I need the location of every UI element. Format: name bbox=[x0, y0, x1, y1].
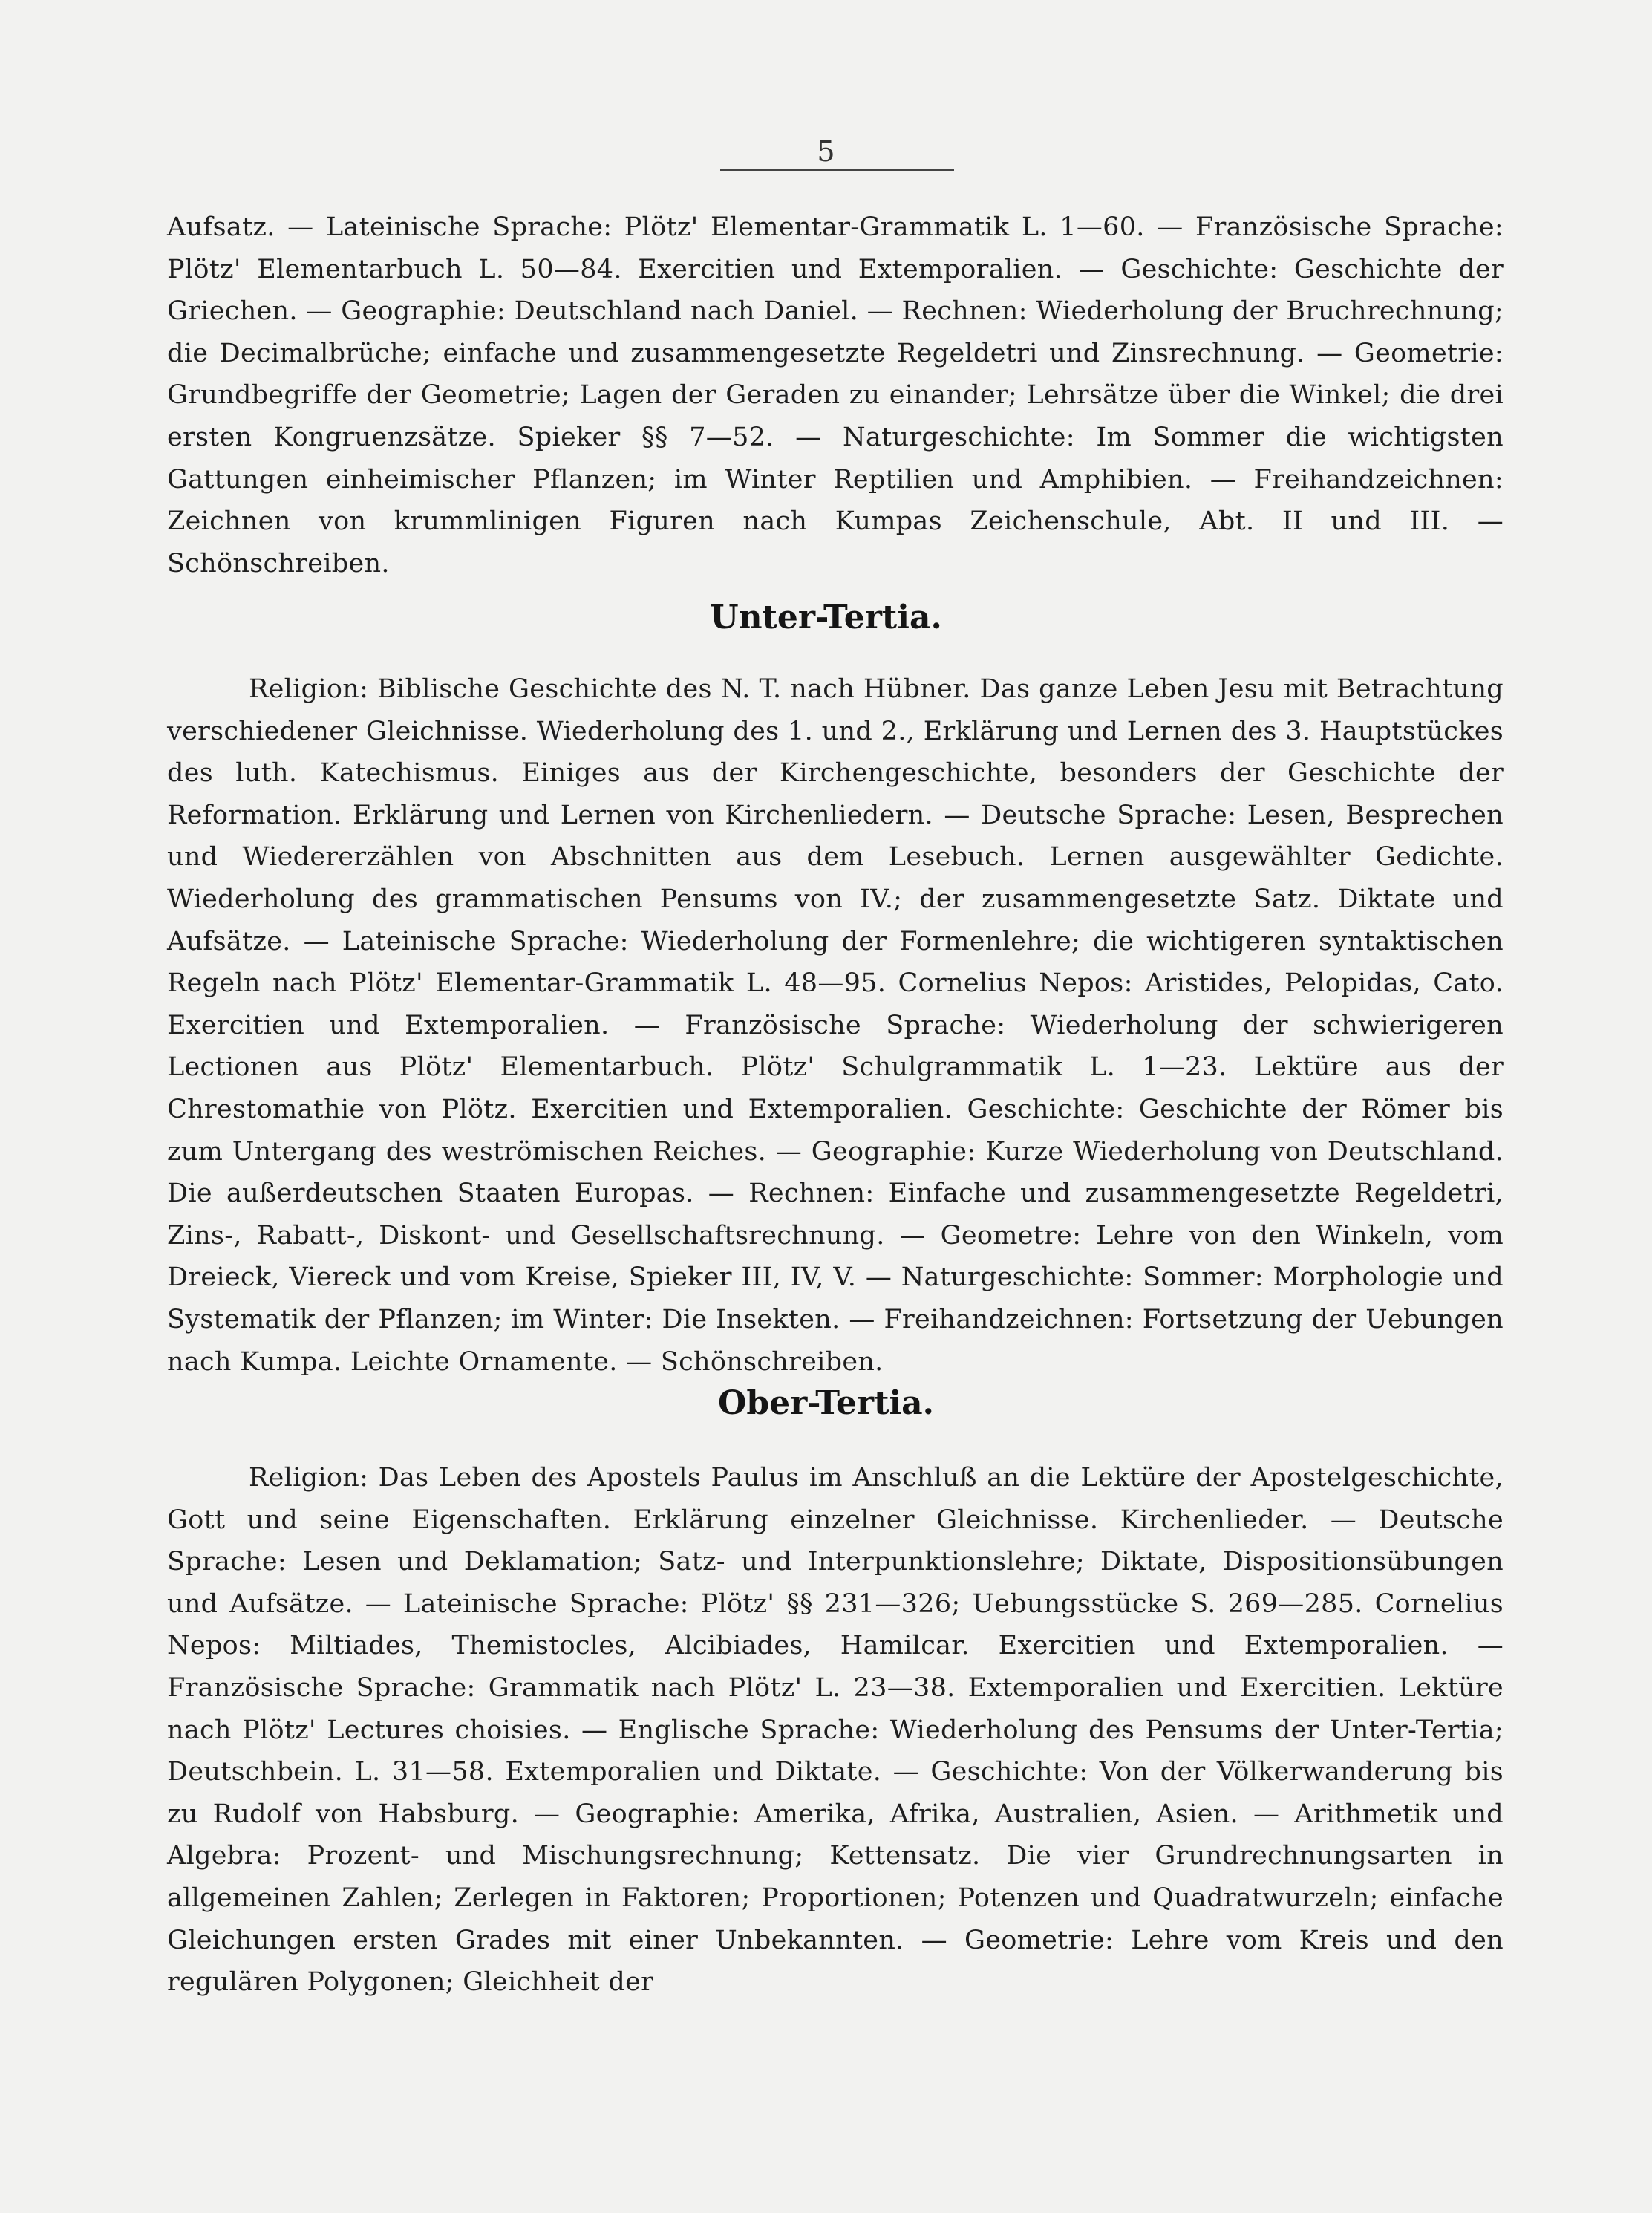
heading-ober-tertia: Ober-Tertia. bbox=[718, 1384, 934, 1422]
header-rule bbox=[720, 169, 954, 171]
heading-unter-tertia: Unter-Tertia. bbox=[710, 599, 942, 636]
section-unter-tertia bbox=[167, 668, 1504, 1383]
section-body-previous-class: Aufsatz. — Lateinische Sprache: Plötz' Elementar-Grammatik L. 1—60. — Französische Sprache: Plötz' Elementarbuch L. 50—84. Exercitien und Extemporalien. — Geschichte: Geschichte der Griechen. — Geographie: Deutschland nach Daniel. — Rechnen: Wiederholung der Bruchrechnung; die Decimalbrüche; einfache und zusammengesetzte Regeldetri und Zinsrechnung. — Geometrie: Grundbegriffe der Geometrie; Lagen der Geraden zu einander; Lehrsätze über die Winkel; die drei ersten Kongruenzsätze. Spieker §§ 7—52. — Naturgeschichte: Im Sommer die wichtigsten Gattungen einheimischer Pflanzen; im Winter Reptilien und Amphibien. — Freihandzeichnen: Zeichnen von krummlinigen Figuren nach Kumpas Zeichenschule, Abt. II und III. — Schönschreiben. bbox=[167, 212, 1504, 578]
section-body-unter-tertia: Religion: Biblische Geschichte des N. T. nach Hübner. Das ganze Leben Jesu mit Betrachtung verschiedener Gleichnisse. Wiederholung des 1. und 2., Erklärung und Lernen des 3. Hauptstückes des luth. Katechismus. Einiges aus der Kirchengeschichte, besonders der Geschichte der Reformation. Erklärung und Lernen von Kirchenliedern. — Deutsche Sprache: Lesen, Besprechen und Wiedererzählen von Abschnitten aus dem Lesebuch. Lernen ausgewählter Gedichte. Wiederholung des grammatischen Pensums von IV.; der zusammengesetzte Satz. Diktate und Aufsätze. — Lateinische Sprache: Wiederholung der Formenlehre; die wichtigeren syntaktischen Regeln nach Plötz' Elementar-Grammatik L. 48—95. Cornelius Nepos: Aristides, Pelopidas, Cato. Exercitien und Extemporalien. — Französische Sprache: Wiederholung der schwierigeren Lectionen aus Plötz' Elementarbuch. Plötz' Schulgrammatik L. 1—23. Lektüre aus der Chrestomathie von Plötz. Exercitien und Extemporalien. Geschichte: Geschichte der Römer bis zum Untergang des weströmischen Reiches. — Geographie: Kurze Wiederholung von Deutschland. Die außerdeutschen Staaten Europas. — Rechnen: Einfache und zusammengesetzte Regeldetri, Zins-, Rabatt-, Diskont- und Gesellschaftsrechnung. — Geometre: Lehre von den Winkeln, vom Dreieck, Viereck und vom Kreise, Spieker III, IV, V. — Naturgeschichte: Sommer: Morphologie und Systematik der Pflanzen; im Winter: Die Insekten. — Freihandzeichnen: Fortsetzung der Uebungen nach Kumpa. Leichte Ornamente. — Schönschreiben. bbox=[167, 674, 1504, 1377]
section-previous-class bbox=[167, 206, 1504, 584]
section-ober-tertia bbox=[167, 1457, 1504, 2004]
section-body-ober-tertia: Religion: Das Leben des Apostels Paulus im Anschluß an die Lektüre der Apostelgeschichte, Gott und seine Eigenschaften. Erklärung einzelner Gleichnisse. Kirchenlieder. — Deutsche Sprache: Lesen und Deklamation; Satz- und Interpunktionslehre; Diktate, Dispositionsübungen und Aufsätze. — Lateinische Sprache: Plötz' §§ 231—326; Uebungsstücke S. 269—285. Cornelius Nepos: Miltiades, Themistocles, Alcibiades, Hamilcar. Exercitien und Extemporalien. — Französische Sprache: Grammatik nach Plötz' L. 23—38. Extemporalien und Exercitien. Lektüre nach Plötz' Lectures choisies. — Englische Sprache: Wiederholung des Pensums der Unter-Tertia; Deutschbein. L. 31—58. Extemporalien und Diktate. — Geschichte: Von der Völkerwanderung bis zu Rudolf von Habsburg. — Geographie: Amerika, Afrika, Australien, Asien. — Arithmetik und Algebra: Prozent- und Mischungsrechnung; Kettensatz. Die vier Grundrechnungsarten in allgemeinen Zahlen; Zerlegen in Faktoren; Proportionen; Potenzen und Quadratwurzeln; einfache Gleichungen ersten Grades mit einer Unbekannten. — Geometrie: Lehre vom Kreis und den regulären Polygonen; Gleichheit der bbox=[167, 1463, 1504, 1998]
page-number: 5 bbox=[817, 135, 835, 168]
